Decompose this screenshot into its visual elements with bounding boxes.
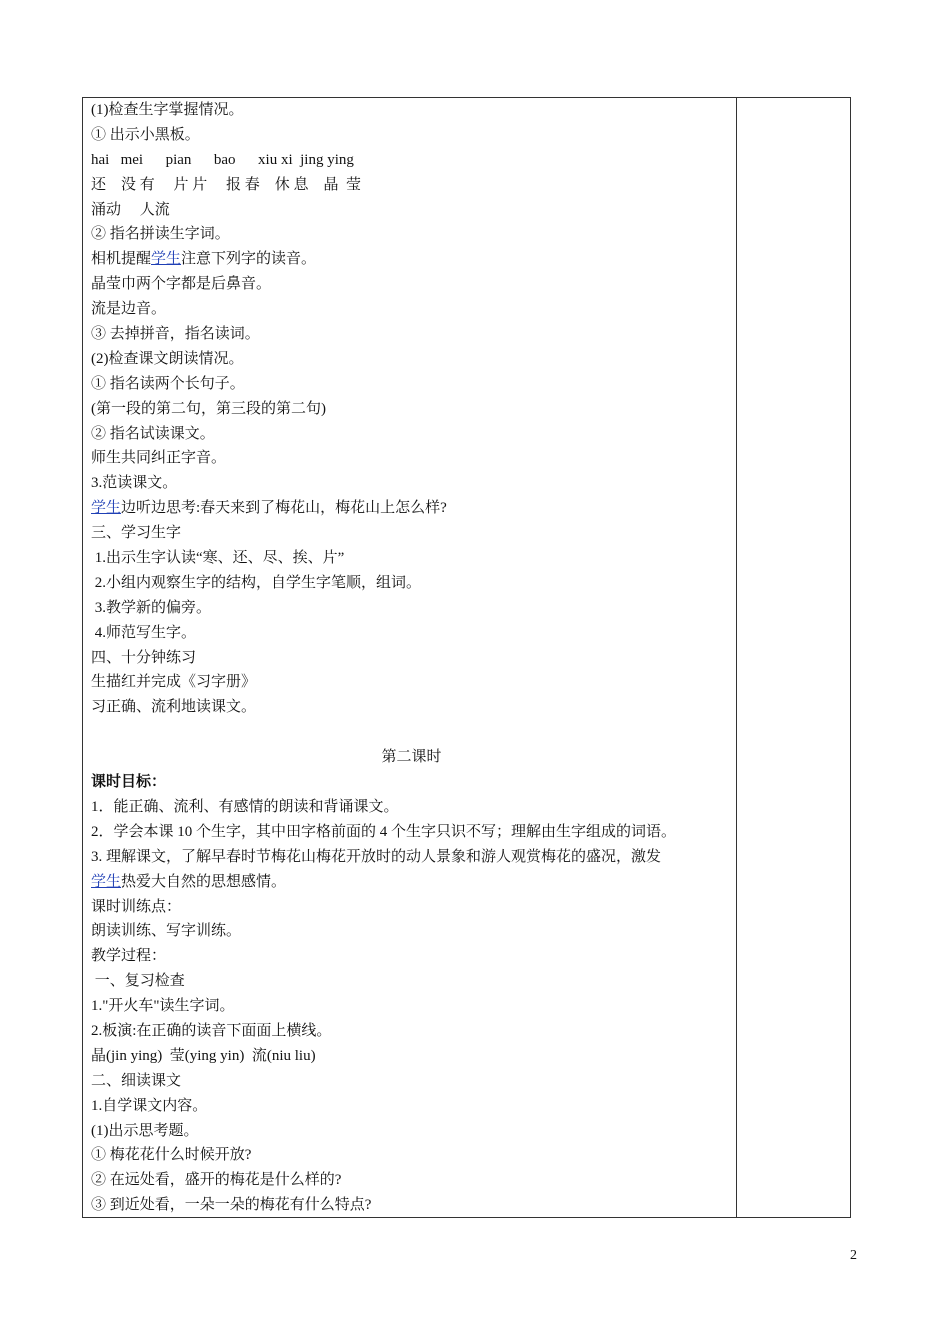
line-text: (2)检查课文朗读情况。 (91, 350, 244, 367)
text-line (91, 1094, 732, 1119)
text-line (91, 521, 732, 546)
line-text: 涌动 人流 (91, 201, 170, 218)
student-link[interactable]: 学生 (151, 251, 182, 268)
line-text: ① 指名读两个长句子。 (91, 375, 245, 392)
text-line (91, 173, 732, 198)
line-text: 2．学会本课 10 个生字，其中田字格前面的 4 个生字只识不写；理解由生字组成的词语。 (91, 823, 677, 840)
text-line (91, 770, 732, 795)
line-text: 2.板演:在正确的读音下面面上横线。 (91, 1022, 332, 1039)
line-text: 课时目标： (91, 774, 167, 791)
text-line (91, 994, 732, 1019)
line-text: (1)出示思考题。 (91, 1122, 199, 1139)
line-text: 3.教学新的偏旁。 (91, 599, 212, 616)
text-line (91, 123, 732, 148)
line-text: 流是边音。 (91, 301, 167, 318)
text-line (91, 148, 732, 173)
page-number: 2 (850, 1248, 857, 1263)
line-text: 第二课时 (381, 749, 442, 766)
lesson-text (91, 98, 732, 1218)
line-text: 1.自学课文内容。 (91, 1097, 208, 1114)
student-link[interactable]: 学生 (91, 500, 122, 517)
text-line (91, 1019, 732, 1044)
line-text: ③ 去掉拼音，指名读词。 (91, 326, 260, 343)
line-text: 3.范读课文。 (91, 475, 178, 492)
text-line (91, 969, 732, 994)
text-line (91, 198, 732, 223)
text-line (91, 571, 732, 596)
line-text: 1."开火车"读生字词。 (91, 998, 235, 1015)
line-text: hai mei pian bao xiu xi jing ying (91, 151, 354, 168)
line-text-after: 边听边思考:春天来到了梅花山，梅花山上怎么样? (121, 500, 447, 517)
line-text: 1.出示生字认读“寒、还、尽、挨、片” (91, 550, 345, 567)
line-text: 习正确、流利地读课文。 (91, 699, 257, 716)
text-line (91, 895, 732, 920)
line-text: ② 指名拼读生字词。 (91, 226, 230, 243)
text-line (91, 1119, 732, 1144)
line-text-after: 热爱大自然的思想感情。 (121, 873, 287, 890)
line-text: 生描红并完成《习字册》 (91, 674, 257, 691)
line-text: 晶(jin ying) 莹(ying yin) 流(niu liu) (91, 1047, 316, 1064)
line-text: 3. 理解课文，了解早春时节梅花山梅花开放时的动人景象和游人观赏梅花的盛况，激发 (91, 848, 662, 865)
student-link[interactable]: 学生 (91, 873, 122, 890)
text-line (91, 98, 732, 123)
text-line (91, 745, 732, 770)
text-line (91, 272, 732, 297)
text-line (91, 546, 732, 571)
line-text: 4.师范写生字。 (91, 624, 197, 641)
text-line (91, 372, 732, 397)
text-line (91, 247, 732, 272)
text-line (91, 646, 732, 671)
line-text: 还 没 有 片 片 报 春 休 息 晶 莹 (91, 176, 362, 193)
line-text: 晶莹巾两个字都是后鼻音。 (91, 276, 272, 293)
text-line (91, 322, 732, 347)
notes-cell (737, 98, 850, 1217)
line-text: 相机提醒 (91, 251, 152, 268)
text-line (91, 695, 732, 720)
line-text: 三、学习生字 (91, 525, 182, 542)
text-line (91, 621, 732, 646)
text-line (91, 795, 732, 820)
lesson-table (82, 97, 851, 1218)
line-text: 一、复习检查 (91, 973, 185, 990)
line-text: 教学过程： (91, 948, 167, 965)
line-text: (第一段的第二句，第三段的第二句) (91, 400, 326, 417)
text-line (91, 596, 732, 621)
line-text: ① 出示小黑板。 (91, 126, 200, 143)
text-line (91, 670, 732, 695)
text-line (91, 347, 732, 372)
text-line (91, 919, 732, 944)
text-line (91, 1193, 732, 1218)
text-line (91, 222, 732, 247)
line-text: ② 指名试读课文。 (91, 425, 215, 442)
line-text: ② 在远处看，盛开的梅花是什么样的? (91, 1172, 342, 1189)
line-text: ① 梅花花什么时候开放? (91, 1147, 252, 1164)
text-line (91, 1168, 732, 1193)
text-line (91, 471, 732, 496)
text-line (91, 1044, 732, 1069)
line-text: 师生共同纠正字音。 (91, 450, 227, 467)
text-line (91, 496, 732, 521)
text-line (91, 397, 732, 422)
line-text: 四、十分钟练习 (91, 649, 197, 666)
text-line (91, 1069, 732, 1094)
text-line (91, 1143, 732, 1168)
line-text-after: 注意下列字的读音。 (181, 251, 317, 268)
line-text: 课时训练点： (91, 898, 182, 915)
line-text: 朗读训练、写字训练。 (91, 923, 242, 940)
text-line (91, 870, 732, 895)
text-line (91, 720, 732, 745)
text-line (91, 820, 732, 845)
text-line (91, 297, 732, 322)
line-text: 1．能正确、流利、有感情的朗读和背诵课文。 (91, 798, 399, 815)
lesson-content-cell (83, 98, 737, 1217)
text-line (91, 422, 732, 447)
line-text: 二、细读课文 (91, 1072, 182, 1089)
text-line (91, 446, 732, 471)
line-text: (1)检查生字掌握情况。 (91, 102, 244, 118)
text-line (91, 944, 732, 969)
line-text: 2.小组内观察生字的结构，自学生字笔顺，组词。 (91, 574, 422, 591)
line-text: ③ 到近处看，一朵一朵的梅花有什么特点? (91, 1197, 372, 1214)
text-line (91, 845, 732, 870)
